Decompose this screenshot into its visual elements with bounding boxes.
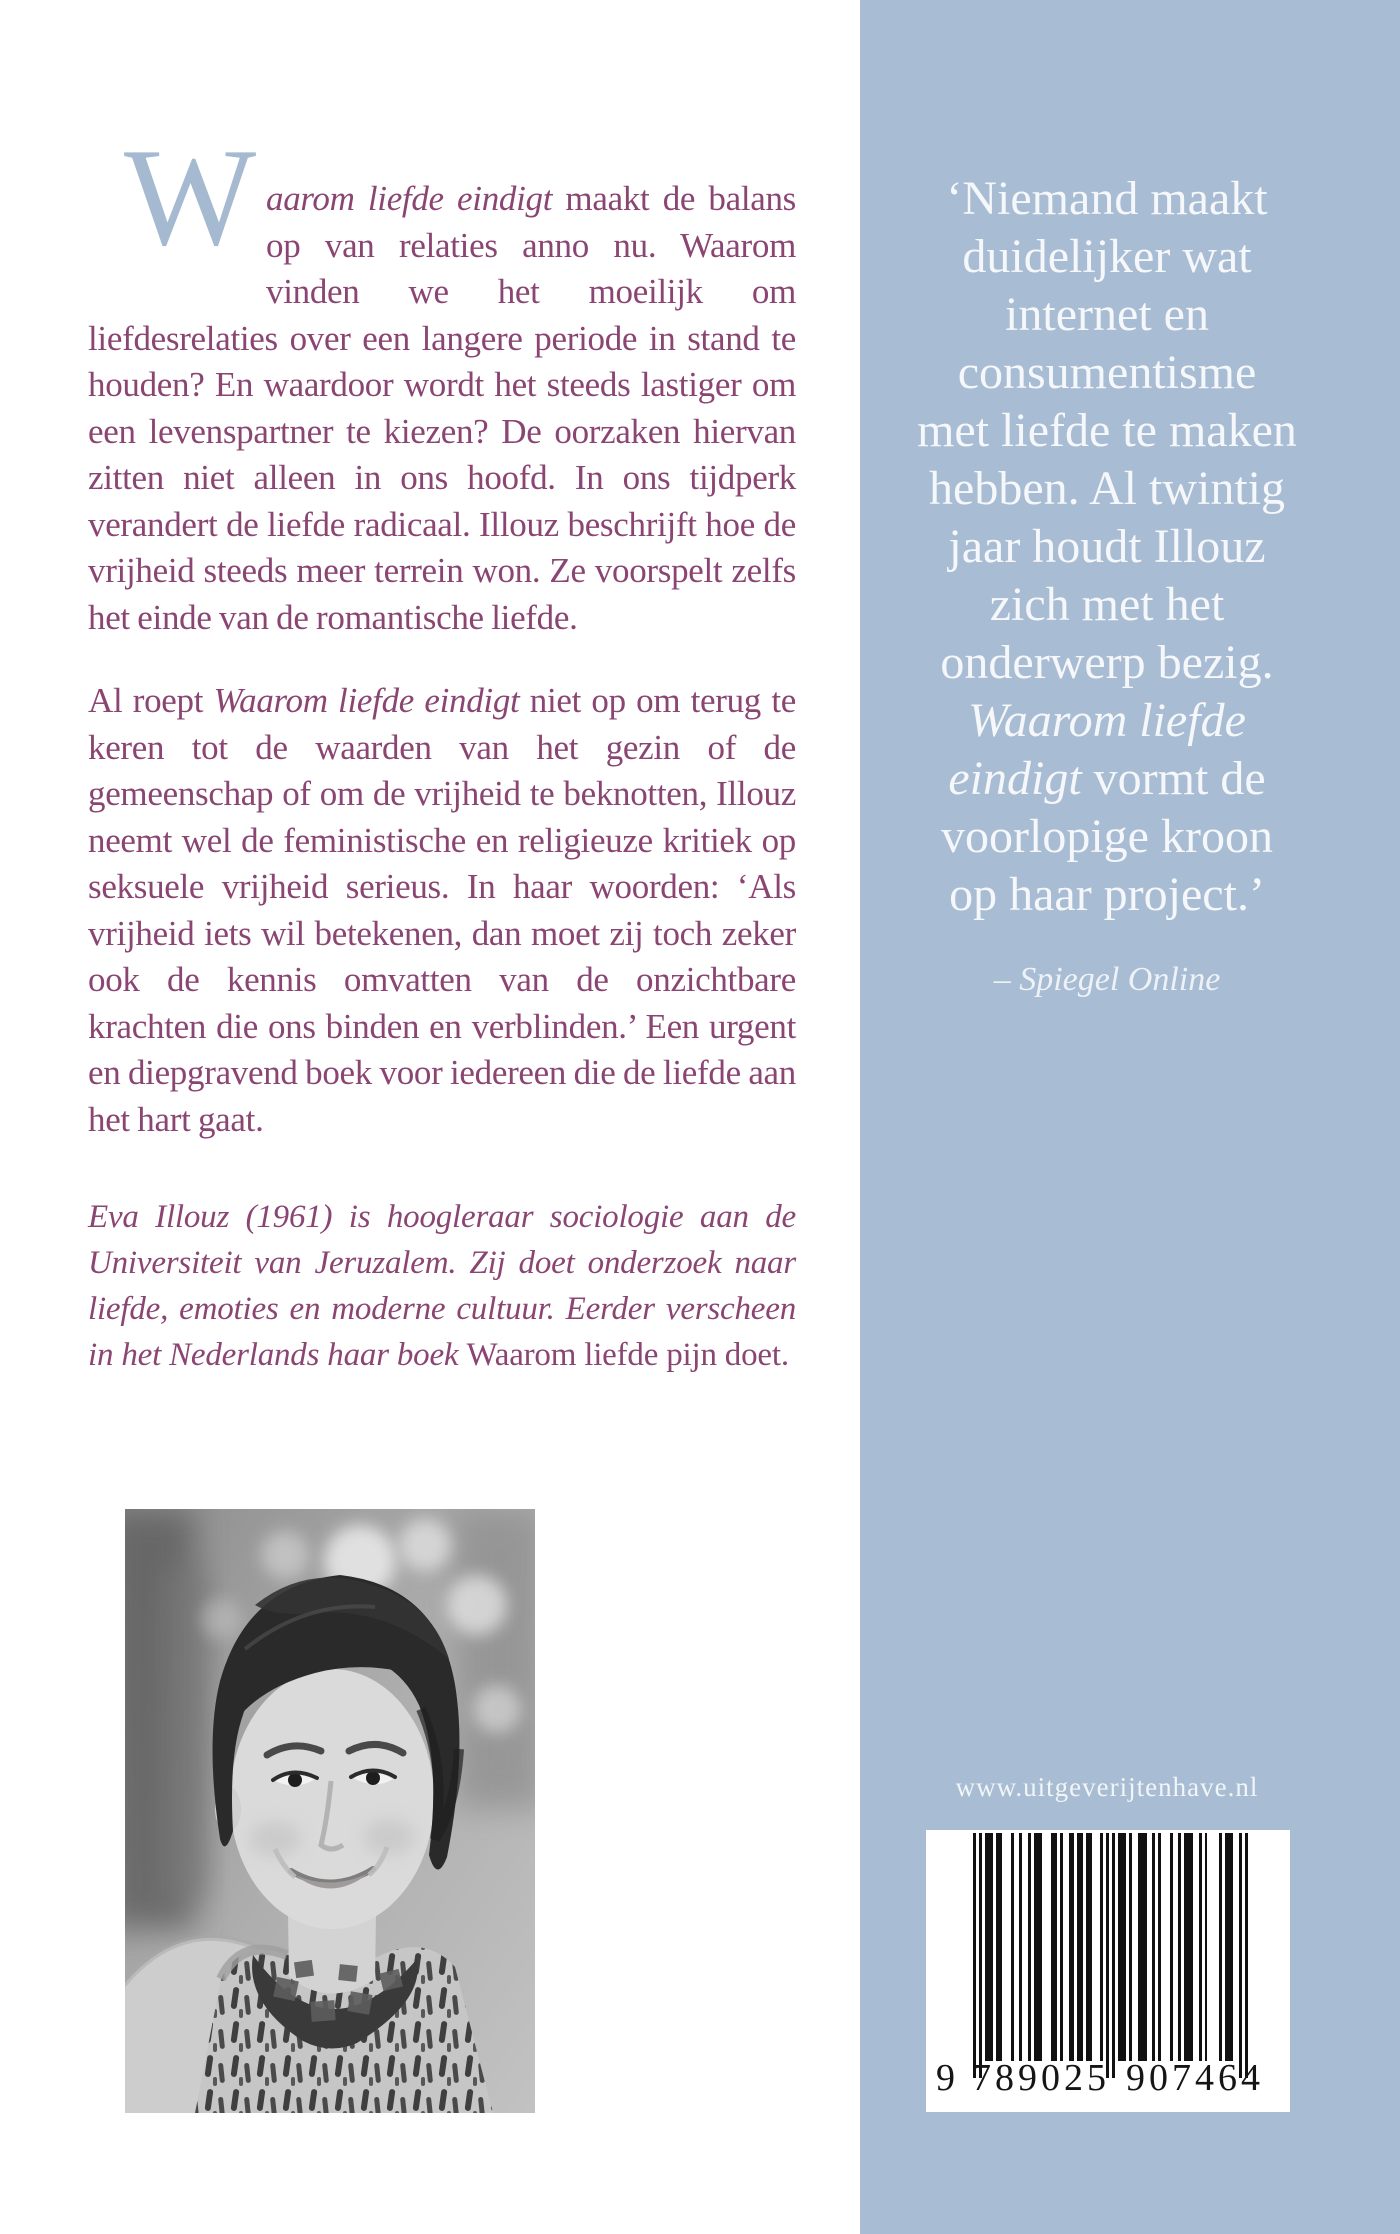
barcode-bar (973, 1833, 976, 2078)
quote-line: voorlopige kroon (941, 810, 1273, 863)
publisher-website: www.uitgeverijtenhave.nl (955, 1772, 1259, 1802)
quote-line: Waarom liefde (968, 694, 1246, 747)
barcode-bar (1152, 1833, 1155, 2061)
blurb-text-1: maakt de balans op van relaties anno nu. Waarom vinden we het moeilijk om liefdesrelaties over een langere periode in stand te houden? En waardoor wordt het steeds lastiger om een levenspartner te kiezen? De oorzaken hiervan zitten niet alleen in ons hoofd. In ons tijdperk verandert de liefde radicaal. Illouz beschrijft hoe de vrijheid steeds meer terrein won. Ze voorspelt zelfs het einde van de romantische liefde. (88, 179, 797, 637)
blurb-text-2a: Al roept (88, 681, 214, 720)
barcode-isbn (926, 2052, 1290, 2104)
barcode-bar (1011, 1833, 1014, 2061)
dropcap-letter: W (124, 120, 257, 275)
barcode (926, 1830, 1290, 2112)
book-title-italic-2: Waarom liefde eindigt (213, 681, 520, 720)
barcode-bar (1178, 1833, 1181, 2061)
quote-line: ‘Niemand maakt (946, 172, 1268, 225)
quote-line: op haar project.’ (949, 868, 1265, 921)
previous-book-title: Waarom liefde pijn doet. (466, 1337, 789, 1373)
quote-line: internet en (1005, 288, 1209, 341)
author-photo (125, 1509, 535, 2113)
barcode-bar (1184, 1833, 1193, 2061)
review-panel (860, 0, 1400, 2234)
barcode-bar (1138, 1833, 1147, 2061)
author-bio-text: Eva Illouz (1961) is hoogleraar sociologie aan de Universiteit van Jeruzalem. Zij doet onderzoek naar liefde, emoties en moderne cultuur. Eerder verscheen in het Nederlands haar boek (88, 1199, 796, 1373)
barcode-bar (1034, 1833, 1043, 2061)
quote-line: eindigt vormt de (948, 752, 1266, 805)
barcode-bar (1019, 1833, 1022, 2061)
barcode-bars (973, 1833, 1249, 2078)
barcode-bar (1100, 1833, 1103, 2061)
barcode-bar (1245, 1833, 1248, 2078)
barcode-bar (1028, 1833, 1031, 2061)
quote-line: zich met het (989, 578, 1225, 631)
blurb-paragraph-1 (88, 120, 797, 641)
barcode-bar (1060, 1833, 1063, 2061)
quote-line: met liefde te maken (917, 404, 1297, 457)
barcode-bar (1239, 1833, 1242, 2078)
barcode-bar (1086, 1833, 1092, 2061)
isbn-digit-lead: 9 (936, 2057, 959, 2099)
isbn-group-2: 907464 (1126, 2057, 1264, 2099)
barcode-bar (1219, 1833, 1222, 2061)
barcode-bar (1112, 1833, 1115, 2078)
barcode-bar (1205, 1833, 1208, 2061)
barcode-bar (979, 1833, 982, 2078)
quote-line: consumentisme (957, 346, 1257, 399)
barcode-bar (996, 1833, 1002, 2061)
barcode-bar (1225, 1833, 1234, 2061)
quote (857, 170, 1357, 1000)
quote-line: onderwerp bezig. (940, 636, 1274, 689)
quote-attribution: – Spiegel Online (993, 961, 1221, 998)
barcode-bar (1077, 1833, 1083, 2061)
isbn-group-1: 789025 (972, 2057, 1110, 2099)
barcode-bar (1051, 1833, 1057, 2061)
barcode-bar (1158, 1833, 1161, 2061)
barcode-bar (1170, 1833, 1173, 2061)
quote-line: hebben. Al twintig (929, 462, 1285, 515)
quote-line: duidelijker wat (962, 230, 1252, 283)
barcode-bar (1069, 1833, 1075, 2061)
barcode-bar (1118, 1833, 1127, 2061)
barcode-bar (1199, 1833, 1202, 2061)
book-title-italic: aarom liefde eindigt (266, 179, 553, 218)
blurb-text-2b: niet op om terug te keren tot de waarden van het gezin of de gemeenschap of om de vrijheid te beknotten, Illouz neemt wel de feministische en religieuze kritiek op seksuele vrijheid serieus. In haar woorden: ‘Als vrijheid iets wil betekenen, dan moet zij toch zeker ook de kennis omvatten van de onzichtbare krachten die ons binden en verblinden.’ Een urgent en diepgravend boek voor iedereen die de liefde aan het hart gaat. (88, 681, 796, 1139)
barcode-bar (1106, 1833, 1109, 2078)
barcode-bar (1129, 1833, 1132, 2061)
author-bio (88, 1194, 796, 1378)
blurb-paragraph-2 (88, 678, 796, 1143)
barcode-bar (985, 1833, 994, 2061)
quote-line: jaar houdt Illouz (948, 520, 1266, 573)
